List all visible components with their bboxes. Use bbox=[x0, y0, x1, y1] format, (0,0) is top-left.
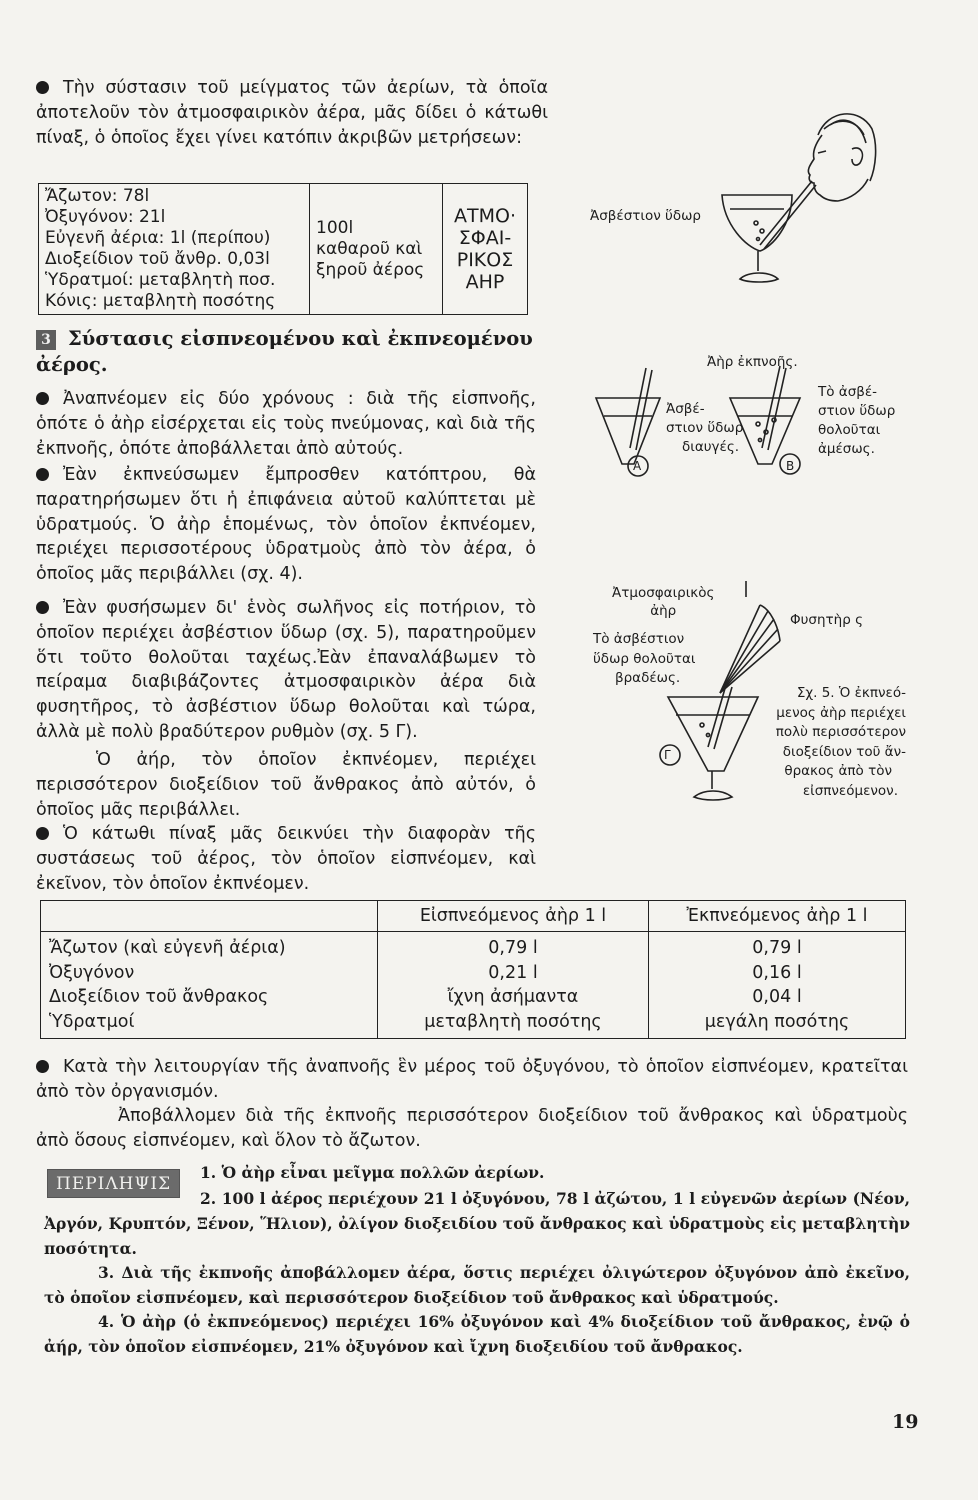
summary-item-2: 2. 100 l ἀέρος περιέχουν 21 l ὀξυγόνου, 78 l ἀζώτου, 1 l εὐγενῶν ἀερίων (Νέον, Ἀργόν, Κρυπτόν, Ξένον, Ἥλιον), ὀλίγον διοξειδίου τοῦ ἄνθρακος καὶ ὑδρατμοὺς εἰς μεταβλητὴν ποσότητα. bbox=[44, 1189, 910, 1258]
paragraph-limewater: Ἐὰν φυσήσωμεν δι' ἑνὸς σωλῆνος εἰς ποτήριον, τὸ ὁποῖον περιέχει ἀσβέστιον ὕδωρ (σχ. 5), παρατηροῦμεν ὅτι τοῦτο θολοῦται ταχέως.Ἐὰν ἐπαναλάβωμεν τὸ πείραμα διαβιβάζοντες ἀτμοσφαιρικὸν ἀέρα διὰ φυσητῆρος, τὸ ἀσβέστιον ὕδωρ θολοῦται καὶ τώρα, ἀλλὰ μὲ πολὺ βραδύτερον ρυθμὸν (σχ. 5 Γ). bbox=[36, 598, 536, 742]
table-cell: 0,79 l bbox=[752, 938, 802, 958]
composition-table bbox=[38, 183, 528, 315]
paragraph-mirror: Ἐὰν ἐκπνεύσωμεν ἔμπροσθεν κατόπτρου, θὰ παρατηρήσωμεν ὅτι ἡ ἐπιφάνεια αὐτοῦ καλύπτεται μὲ ὑδρατμούς. Ὁ ἀὴρ ἑπομένως, τὸν ὁποῖον ἐκπνέομεν, περιέχει περισσοτέρους ὑδρατμοὺς ἀπὸ τὸν ἀέρα, ὁ ὁποῖος μᾶς περιβάλλει (σχ. 4). bbox=[36, 465, 536, 585]
label-slow-cloudy: Τὸ ἀσβέστιον ὕδωρ θολοῦται βραδέως. bbox=[593, 631, 696, 686]
closing-paragraph-1: Κατὰ τὴν λειτουργίαν τῆς ἀναπνοῆς ἓν μέρος τοῦ ὀξυγόνου, τὸ ὁποῖον εἰσπνέομεν, κρατεῖται ἀπὸ τὸν ὀργανισμόν. bbox=[36, 1057, 908, 1102]
mark-g: Γ bbox=[664, 748, 671, 762]
header-inhaled: Εἰσπνεόμενος ἀὴρ 1 l bbox=[378, 901, 649, 932]
bullet-icon bbox=[36, 392, 49, 405]
bullet-icon bbox=[36, 81, 49, 94]
paragraph-co2: Ὁ ἀήρ, τὸν ὁποῖον ἐκπνέομεν, περιέχει περισσότερον διοξείδιον τοῦ ἄνθρακος ἀπὸ αὐτόν, ὁ ὁποῖος μᾶς περιβάλλει. bbox=[36, 750, 536, 820]
label-limewater-top: Ἀσβέστιον ὕδωρ bbox=[590, 208, 701, 224]
section-number-icon: 3 bbox=[36, 330, 56, 350]
paragraph-breathing: Ἀναπνέομεν εἰς δύο χρόνους : διὰ τῆς εἰσπνοῆς, ὁπότε ὁ ἀὴρ εἰσέρχεται εἰς τοὺς πνεύμονας, καὶ διὰ τῆς ἐκπνοῆς, ὁπότε ἀποβάλλεται ἀπὸ αὐτούς. bbox=[36, 389, 536, 459]
inhaled-exhaled-table bbox=[40, 900, 906, 1039]
bullet-icon bbox=[36, 827, 49, 840]
table-header-row bbox=[41, 901, 906, 932]
header-exhaled: Ἐκπνεόμενος ἀὴρ 1 l bbox=[649, 901, 906, 932]
summary-item-3: 3. Διὰ τῆς ἐκπνοῆς ἀποβάλλομεν ἀέρα, ὅστις περιέχει ὀλιγώτερον ὀξυγόνον ἀπὸ ἐκεῖνο, τὸ ὁποῖον εἰσπνέομεν, καὶ περισσότερον διοξείδιον τοῦ ἄνθρακος καὶ ὑδρατμούς. bbox=[44, 1263, 910, 1307]
composition-label: ΑΤΜΟ· ΣΦΑΙ- ΡΙΚΟΣ ΑΗΡ bbox=[443, 184, 528, 315]
table-cell: 0,21 l bbox=[488, 962, 538, 983]
closing-paragraph-2: Ἀποβάλλομεν διὰ τῆς ἐκπνοῆς περισσότερον διοξείδιον τοῦ ἄνθρακος καὶ ὑδρατμοὺς ἀπὸ ὅσους εἰσπνέομεν, καὶ ὅλον τὸ ἄζωτον. bbox=[36, 1106, 908, 1151]
bullet-icon bbox=[36, 468, 49, 481]
summary-item-4: 4. Ὁ ἀὴρ (ὁ ἐκπνεόμενος) περιέχει 16% ὀξυγόνον καὶ 4% διοξείδιον τοῦ ἄνθρακος, ἐνῷ ὁ ἀήρ, τὸν ὁποῖον εἰσπνέομεν, 21% ὀξυγόνον καὶ ἴχνη διοξειδίου τοῦ ἄνθρακος. bbox=[44, 1312, 910, 1356]
table-row-label: Ὑδρατμοί bbox=[49, 1011, 135, 1032]
face-glass-drawing bbox=[700, 95, 880, 295]
summary-badge: ΠΕΡΙΛΗΨΙΣ bbox=[47, 1169, 180, 1198]
composition-amount: 100l καθαροῦ καὶ ξηροῦ ἀέρος bbox=[310, 184, 443, 315]
table-cell: 0,79 l bbox=[488, 938, 538, 958]
bullet-icon bbox=[36, 1060, 49, 1073]
bullet-icon bbox=[36, 601, 49, 614]
label-exhaled-air: Ἀὴρ ἐκπνοῆς. bbox=[707, 354, 798, 370]
intro-paragraph: Τὴν σύστασιν τοῦ μείγματος τῶν ἀερίων, τὰ ὁποῖα ἀποτελοῦν τὸν ἀτμοσφαιρικὸν ἀέρα, μᾶς δίδει ὁ κάτωθι πίναξ, ὁ ὁποῖος ἔχει γίνει κατόπιν ἀκριβῶν μετρήσεων: bbox=[36, 78, 548, 148]
table-cell: ἴχνη ἀσήμαντα bbox=[447, 987, 579, 1007]
table-row-label: Ὀξυγόνον bbox=[49, 962, 135, 983]
table-row-label: Ἄζωτον (καὶ εὐγενῆ ἀέρια) bbox=[49, 938, 286, 958]
table-row-label: Διοξείδιον τοῦ ἄνθρακος bbox=[49, 987, 269, 1007]
label-atmospheric-air: Ἀτμοσφαιρικὸς ἀὴρ bbox=[612, 585, 715, 619]
page-number: 19 bbox=[892, 1411, 919, 1433]
table-cell: μεταβλητὴ ποσότης bbox=[424, 1011, 602, 1032]
figure-face-illustration bbox=[700, 95, 880, 295]
label-bellows: Φυσητὴρ ς bbox=[790, 612, 864, 628]
section-heading: 3 Σύστασις εἰσπνεομένου καὶ ἐκπνεομένου ἀέρος. bbox=[36, 327, 533, 376]
figure-caption: Σχ. 5. Ὁ ἐκπνεό- μενος ἀὴρ περιέχει πολὺ περισσότερον διοξείδιον τοῦ ἄν- θρακος ἀπὸ τὸν εἰσπνεόμενον. bbox=[775, 685, 906, 799]
table-cell: 0,04 l bbox=[752, 987, 802, 1007]
table-body bbox=[41, 932, 906, 1039]
table-cell: 0,16 l bbox=[752, 962, 802, 983]
mark-b: Β bbox=[786, 459, 795, 473]
label-cloudy-limewater: Τὸ ἀσβέ- στιον ὕδωρ θολοῦται ἀμέσως. bbox=[818, 384, 896, 457]
label-clear-limewater: Ἀσβέ- στιον ὕδωρ διαυγές. bbox=[666, 401, 744, 455]
table-cell: μεγάλη ποσότης bbox=[704, 1011, 850, 1032]
paragraph-table-intro: Ὁ κάτωθι πίναξ μᾶς δεικνύει τὴν διαφορὰν τῆς συστάσεως τοῦ ἀέρος, τὸν ὁποῖον εἰσπνέομεν, καὶ ἐκεῖνον, τὸν ὁποῖον ἐκπνέομεν. bbox=[36, 824, 536, 894]
mark-a: Α bbox=[633, 459, 642, 473]
composition-list: Ἄζωτον: 78l Ὀξυγόνον: 21l Εὐγενῆ ἀέρια: 1l (περίπου) Διοξείδιον τοῦ ἄνθρ. 0,03l Ὑδρατμοί: μεταβλητὴ ποσ. Κόνις: μεταβλητὴ ποσότης bbox=[39, 184, 310, 315]
summary-item-1: 1. Ὁ ἀὴρ εἶναι μεῖγμα πολλῶν ἀερίων. bbox=[200, 1163, 545, 1182]
